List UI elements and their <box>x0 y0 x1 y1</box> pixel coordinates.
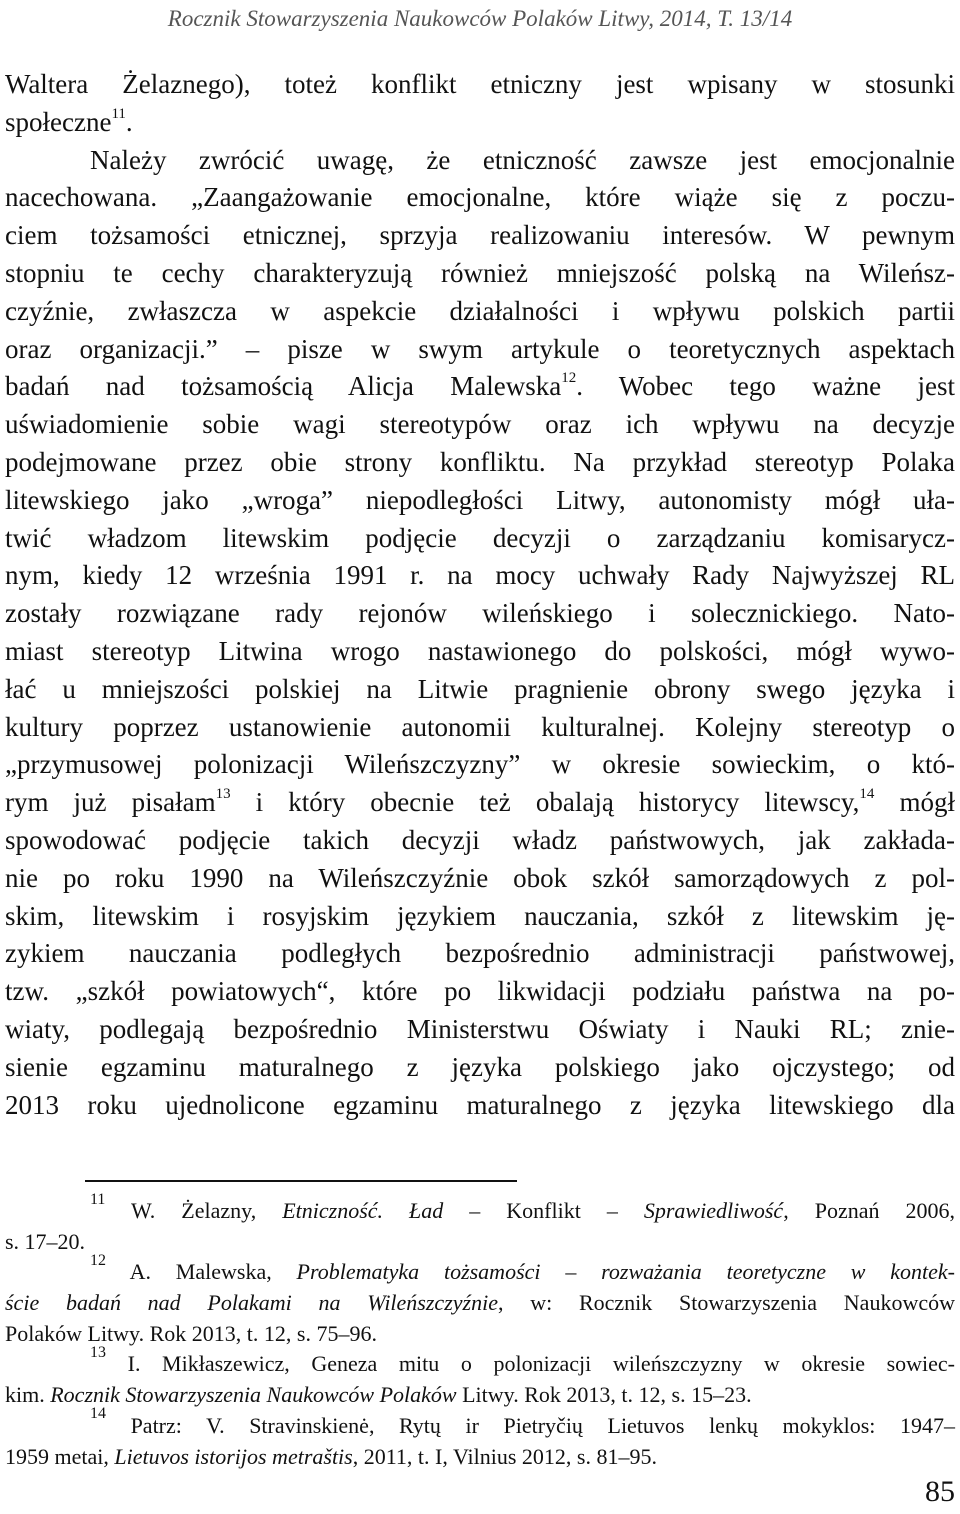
body-line: sienie egzaminu maturalnego z języka polskiego jako ojczystego; od <box>5 1051 955 1082</box>
footnote-12-cont: Polaków Litwy. Rok 2013, t. 12, s. 75–96. <box>5 1320 377 1346</box>
body-line: „przymusowej polonizacji Wileńszczyzny” w okresie sowieckim, o któ- <box>5 749 955 780</box>
footnote-separator <box>85 1180 517 1182</box>
body-line: zykiem nauczania podległych bezpośrednio administracji państwowej, <box>5 938 955 969</box>
body-line: wiaty, podlegają bezpośrednio Ministerstwu Oświaty i Nauki RL; znie- <box>5 1013 955 1044</box>
body-line: Należy zwrócić uwagę, że etniczność zawsze jest emocjonalnie <box>90 144 955 175</box>
body-line: kultury poprzez ustanowienie autonomii kulturalnej. Kolejny stereotyp o <box>5 711 955 742</box>
body-line: skim, litewskim i rosyjskim językiem nauczania, szkół z litewskim ję- <box>5 900 955 931</box>
footnote-14-cont: 1959 metai, Lietuvos istorijos metraštis, 2011, t. I, Vilnius 2012, s. 81–95. <box>5 1443 657 1469</box>
body-line: podejmowane przez obie strony konfliktu. Na przykład stereotyp Polaka <box>5 446 955 477</box>
body-line: zostały rozwiązane rady rejonów wileńskiego i solecznickiego. Nato- <box>5 598 955 629</box>
body-line: badań nad tożsamością Alicja Malewska$^{12}$. Wobec tego ważne jest <box>5 370 955 402</box>
footnote-13-cont: kim. Rocznik Stowarzyszenia Naukowców Polaków Litwy. Rok 2013, t. 12, s. 15–23. <box>5 1382 752 1408</box>
body-line: nym, kiedy 12 września 1991 r. na mocy uchwały Rady Najwyższej RL <box>5 560 955 591</box>
body-line: społeczne$^{11}$. <box>5 105 133 137</box>
footnote-ref-12: 12 <box>561 370 577 387</box>
footnote-14: $^{14}$ Patrz: V. Stravinskienė, Rytų ir Pietryčių Lietuvos lenkų mokyklos: 1947– <box>90 1405 955 1438</box>
body-line: miast stereotyp Litwina wrogo nastawionego do polskości, mógł wywo- <box>5 635 955 666</box>
page-number: 85 <box>925 1475 955 1508</box>
body-line: nacechowana. „Zaangażowanie emocjonalne, które wiąże się z poczu- <box>5 182 955 213</box>
footnote-11: $^{11}$ W. Żelazny, Etniczność. Ład – Konflikt – Sprawiedliwość, Poznań 2006, <box>90 1190 955 1223</box>
footnote-11-cont: s. 17–20. <box>5 1228 86 1254</box>
body-line: łać u mniejszości polskiej na Litwie pragnienie obrony swego języka i <box>5 673 955 704</box>
footnote-ref-11: 11 <box>111 105 126 122</box>
body-line: nie po roku 1990 na Wileńszczyźnie obok szkół samorządowych z pol- <box>5 862 955 893</box>
body-text <box>5 66 955 1124</box>
running-header: Rocznik Stowarzyszenia Naukowców Polaków Litwy, 2014, T. 13/14 <box>167 6 793 31</box>
footnote-ref-13: 13 <box>215 786 231 803</box>
body-line: 2013 roku ujednolicone egzaminu maturalnego z języka litewskiego dla <box>5 1089 955 1120</box>
footnote-12-cont: ście badań nad Polakami na Wileńszczyźnie, w: Rocznik Stowarzyszenia Naukowców <box>5 1290 955 1316</box>
body-line: Waltera Żelaznego), toteż konflikt etniczny jest wpisany w stosunki <box>5 69 955 99</box>
body-line: tzw. „szkół powiatowych“, które po likwidacji podziału państwa na po- <box>5 976 955 1007</box>
body-line: ciem tożsamości etnicznej, sprzyja realizowaniu interesów. W pewnym <box>5 220 955 251</box>
body-line: oraz organizacji.” – pisze w swym artykule o teoretycznych aspektach <box>5 333 955 364</box>
footnote-ref-14: 14 <box>859 786 875 803</box>
body-line: rym już pisałam$^{13}$ i który obecnie też obalają historycy litewscy,$^{14}$ mógł <box>5 786 955 818</box>
body-line: stopniu te cechy charakteryzują również mniejszość polską na Wileńsz- <box>5 257 955 288</box>
footnote-13: $^{13}$ I. Mikłaszewicz, Geneza mitu o polonizacji wileńszczyzny w okresie sowiec- <box>90 1344 955 1377</box>
body-line: twić władzom litewskim podjęcie decyzji o zarządzaniu komisarycz- <box>5 522 955 553</box>
body-line: czyźnie, zwłaszcza w aspekcie działalności i wpływu polskich partii <box>5 295 955 326</box>
body-line: spowodować podjęcie takich decyzji władz państwowych, jak zakłada- <box>5 824 955 855</box>
footnotes <box>5 1190 955 1472</box>
footnote-12: $^{12}$ A. Malewska, Problematyka tożsamości – rozważania teoretyczne w kontek- <box>90 1252 955 1285</box>
body-line: litewskiego jako „wroga” niepodległości Litwy, autonomisty mógł uła- <box>5 484 955 515</box>
body-line: uświadomienie sobie wagi stereotypów oraz ich wpływu na decyzje <box>5 409 955 440</box>
